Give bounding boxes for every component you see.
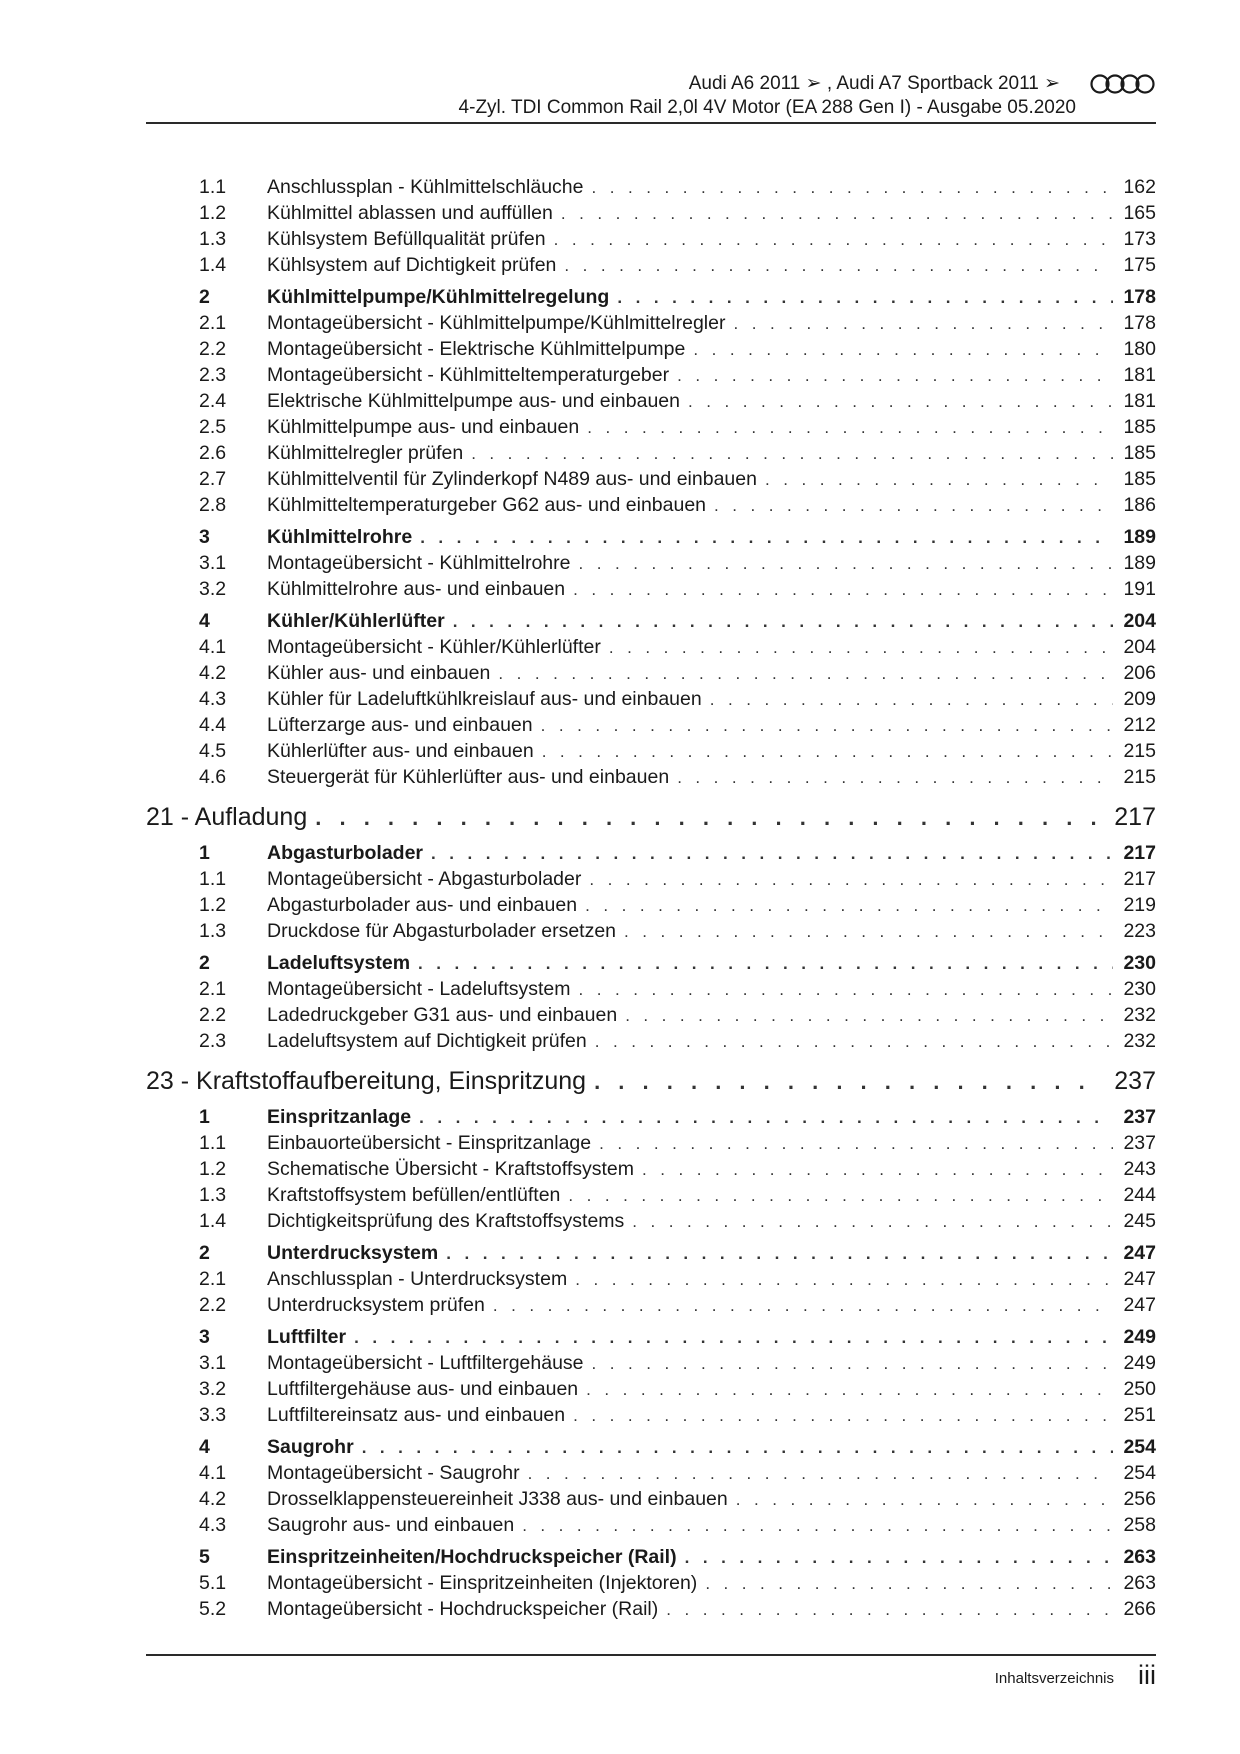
toc-item[interactable]	[146, 1208, 1156, 1234]
toc-dot-leader	[592, 1351, 1114, 1377]
toc-entry-title: Montageübersicht - Kühlmitteltemperaturgeber	[267, 364, 670, 386]
toc-entry-number: 4.2	[199, 662, 227, 684]
toc-entry-number: 2.3	[199, 364, 227, 386]
toc-entry-number: 1.3	[199, 920, 227, 942]
toc-entry-title: Montageübersicht - Kühlmittelpumpe/Kühlmittelregler	[267, 312, 726, 334]
toc-entry-title: Montageübersicht - Elektrische Kühlmittelpumpe	[267, 338, 686, 360]
toc-dot-leader	[632, 1209, 1113, 1235]
toc-entry-title: Montageübersicht - Luftfiltergehäuse	[267, 1352, 584, 1374]
toc-dot-leader	[587, 415, 1113, 441]
toc-item[interactable]	[146, 466, 1156, 492]
toc-dot-leader	[418, 951, 1113, 977]
toc-entry-title: Montageübersicht - Saugrohr	[267, 1462, 520, 1484]
toc-dot-leader	[666, 1597, 1113, 1623]
toc-dot-leader	[554, 227, 1114, 253]
toc-entry-page: 181	[1123, 390, 1156, 412]
toc-dot-leader	[498, 661, 1113, 687]
toc-entry-page: 251	[1123, 1404, 1156, 1426]
toc-entry-page: 215	[1123, 766, 1156, 788]
toc-entry-page: 250	[1123, 1378, 1156, 1400]
toc-entry-number: 2.1	[199, 1268, 227, 1290]
toc-entry-title: Montageübersicht - Hochdruckspeicher (Rail)	[267, 1598, 659, 1620]
toc-entry-page: 173	[1123, 228, 1156, 250]
toc-entry-number: 1	[199, 842, 210, 864]
toc-item[interactable]	[146, 1002, 1156, 1028]
toc-entry-page: 165	[1123, 202, 1156, 224]
toc-entry-number: 2.7	[199, 468, 227, 490]
toc-entry-title: Kühlmittelrohre aus- und einbauen	[267, 578, 566, 600]
toc-item[interactable]	[146, 362, 1156, 388]
toc-entry-page: 243	[1123, 1158, 1156, 1180]
toc-dot-leader	[362, 1435, 1114, 1461]
toc-item[interactable]	[146, 226, 1156, 252]
toc-entry-number: 4.3	[199, 1514, 227, 1536]
toc-item[interactable]	[146, 440, 1156, 466]
toc-entry-number: 1.1	[199, 868, 227, 890]
toc-entry-page: 254	[1123, 1462, 1156, 1484]
toc-entry-number: 5.2	[199, 1598, 227, 1620]
toc-entry-title: Abgasturbolader	[267, 842, 424, 864]
toc-dot-leader	[710, 687, 1114, 713]
toc-entry-number: 5	[199, 1546, 210, 1568]
toc-dot-leader	[453, 609, 1114, 635]
toc-entry-title: Einbauorteübersicht - Einspritzanlage	[267, 1132, 592, 1154]
toc-entry-title: Unterdrucksystem	[267, 1242, 439, 1264]
toc-entry-title: Luftfilter	[267, 1326, 347, 1348]
toc-entry-number: 1.2	[199, 202, 227, 224]
toc-dot-leader	[573, 1403, 1113, 1429]
toc-dot-leader	[585, 893, 1113, 919]
toc-item[interactable]	[146, 892, 1156, 918]
toc-entry-page: 185	[1123, 468, 1156, 490]
toc-entry-number: 1.2	[199, 894, 227, 916]
toc-dot-leader	[642, 1157, 1113, 1183]
toc-entry-number: 4	[199, 1436, 210, 1458]
toc-entry-number: 2.5	[199, 416, 227, 438]
toc-chapter[interactable]	[146, 1064, 1156, 1098]
footer-page-number: iii	[1138, 1660, 1156, 1690]
toc-entry-page: 223	[1123, 920, 1156, 942]
toc-entry-title: Kühler/Kühlerlüfter	[267, 610, 445, 632]
toc-entry-page: 217	[1123, 868, 1156, 890]
toc-dot-leader	[522, 1513, 1113, 1539]
toc-entry-page: 185	[1123, 416, 1156, 438]
toc-section[interactable]	[146, 1434, 1156, 1460]
header-vehicle-models: Audi A6 2011 ➢ , Audi A7 Sportback 2011 ➢	[688, 73, 1060, 94]
toc-item[interactable]	[146, 1376, 1156, 1402]
toc-entry-title: Kühlmittelpumpe aus- und einbauen	[267, 416, 580, 438]
toc-dot-leader	[315, 801, 1104, 835]
toc-dot-leader	[579, 977, 1114, 1003]
toc-entry-number: 1.3	[199, 228, 227, 250]
toc-section[interactable]	[146, 950, 1156, 976]
toc-section[interactable]	[146, 1324, 1156, 1350]
toc-entry-page: 215	[1123, 740, 1156, 762]
toc-entry-title: Kraftstoffsystem befüllen/entlüften	[267, 1184, 561, 1206]
toc-dot-leader	[589, 867, 1113, 893]
toc-entry-page: 219	[1123, 894, 1156, 916]
toc-entry-number: 2.2	[199, 1004, 227, 1026]
toc-entry-title: Montageübersicht - Einspritzeinheiten (Injektoren)	[267, 1572, 698, 1594]
toc-dot-leader	[419, 1105, 1113, 1131]
toc-dot-leader	[471, 441, 1113, 467]
toc-entry-title: Druckdose für Abgasturbolader ersetzen	[267, 920, 617, 942]
toc-entry-page: 247	[1123, 1268, 1156, 1290]
toc-entry-title: Ladeluftsystem auf Dichtigkeit prüfen	[267, 1030, 587, 1052]
toc-item[interactable]	[146, 1460, 1156, 1486]
toc-section[interactable]	[146, 1544, 1156, 1570]
toc-entry-page: 186	[1123, 494, 1156, 516]
toc-item[interactable]	[146, 1266, 1156, 1292]
toc-entry-page: 232	[1123, 1030, 1156, 1052]
toc-entry-number: 4.1	[199, 1462, 227, 1484]
toc-section[interactable]	[146, 840, 1156, 866]
toc-entry-page: 191	[1123, 578, 1156, 600]
toc-entry-page: 206	[1123, 662, 1156, 684]
toc-entry-title: Drosselklappensteuereinheit J338 aus- und einbauen	[267, 1488, 728, 1510]
toc-entry-number: 3.3	[199, 1404, 227, 1426]
toc-entry-page: 204	[1123, 636, 1156, 658]
toc-item[interactable]	[146, 738, 1156, 764]
toc-entry-number: 1.4	[199, 254, 227, 276]
toc-dot-leader	[677, 363, 1113, 389]
toc-entry-title: Saugrohr	[267, 1436, 354, 1458]
toc-entry-number: 3.1	[199, 1352, 227, 1374]
toc-dot-leader	[575, 1267, 1113, 1293]
toc-entry-title: Kühlerlüfter aus- und einbauen	[267, 740, 534, 762]
toc-item[interactable]	[146, 686, 1156, 712]
toc-entry-page: 247	[1123, 1242, 1156, 1264]
toc-dot-leader	[431, 841, 1113, 867]
toc-dot-leader	[493, 1293, 1114, 1319]
toc-entry-title: Unterdrucksystem prüfen	[267, 1294, 485, 1316]
toc-item[interactable]	[146, 388, 1156, 414]
toc-item[interactable]	[146, 918, 1156, 944]
footer-section-label: Inhaltsverzeichnis	[994, 1670, 1114, 1687]
toc-entry-number: 1.3	[199, 1184, 227, 1206]
toc-entry-page: 230	[1123, 978, 1156, 1000]
toc-dot-leader	[624, 919, 1113, 945]
toc-dot-leader	[609, 635, 1114, 661]
toc-item[interactable]	[146, 174, 1156, 200]
toc-entry-title: Kühler aus- und einbauen	[267, 662, 491, 684]
toc-entry-number: 2	[199, 1242, 210, 1264]
toc-entry-page: 162	[1123, 176, 1156, 198]
audi-rings-logo-icon	[1090, 72, 1156, 96]
toc-item[interactable]	[146, 310, 1156, 336]
toc-entry-title: Kühlmittelpumpe/Kühlmittelregelung	[267, 286, 610, 308]
toc-dot-leader	[693, 337, 1113, 363]
page-footer	[146, 1654, 1156, 1696]
toc-entry-page: 249	[1123, 1326, 1156, 1348]
toc-entry-page: 175	[1123, 254, 1156, 276]
toc-dot-leader	[446, 1241, 1113, 1267]
toc-entry-number: 4.3	[199, 688, 227, 710]
toc-entry-title: 21 - Aufladung	[146, 803, 308, 831]
toc-entry-title: Dichtigkeitsprüfung des Kraftstoffsystems	[267, 1210, 625, 1232]
toc-entry-title: Montageübersicht - Kühlmittelrohre	[267, 552, 571, 574]
toc-entry-page: 178	[1123, 286, 1156, 308]
table-of-contents	[146, 174, 1156, 1622]
toc-dot-leader	[573, 577, 1113, 603]
toc-entry-title: Kühlsystem auf Dichtigkeit prüfen	[267, 254, 557, 276]
toc-entry-number: 3.1	[199, 552, 227, 574]
toc-item[interactable]	[146, 866, 1156, 892]
toc-item[interactable]	[146, 550, 1156, 576]
toc-dot-leader	[541, 713, 1114, 739]
toc-entry-title: Anschlussplan - Kühlmittelschläuche	[267, 176, 584, 198]
toc-entry-page: 237	[1123, 1106, 1156, 1128]
toc-entry-page: 249	[1123, 1352, 1156, 1374]
toc-entry-title: Abgasturbolader aus- und einbauen	[267, 894, 578, 916]
toc-entry-number: 2.4	[199, 390, 227, 412]
toc-section[interactable]	[146, 1104, 1156, 1130]
toc-entry-title: Kühlmitteltemperaturgeber G62 aus- und einbauen	[267, 494, 707, 516]
toc-entry-title: Montageübersicht - Ladeluftsystem	[267, 978, 571, 1000]
toc-entry-page: 263	[1123, 1546, 1156, 1568]
toc-dot-leader	[528, 1461, 1114, 1487]
toc-entry-page: 181	[1123, 364, 1156, 386]
toc-chapter[interactable]	[146, 800, 1156, 834]
toc-entry-title: Kühlmittelregler prüfen	[267, 442, 464, 464]
toc-entry-number: 3.2	[199, 1378, 227, 1400]
toc-entry-number: 3	[199, 526, 210, 548]
toc-entry-page: 247	[1123, 1294, 1156, 1316]
toc-entry-number: 3	[199, 1326, 210, 1348]
toc-entry-page: 237	[1123, 1132, 1156, 1154]
toc-entry-title: Luftfiltereinsatz aus- und einbauen	[267, 1404, 566, 1426]
toc-item[interactable]	[146, 1596, 1156, 1622]
toc-dot-leader	[685, 1545, 1114, 1571]
toc-item[interactable]	[146, 1512, 1156, 1538]
toc-entry-title: Kühler für Ladeluftkühlkreislauf aus- und einbauen	[267, 688, 702, 710]
toc-entry-number: 2.3	[199, 1030, 227, 1052]
toc-dot-leader	[568, 1183, 1113, 1209]
toc-item[interactable]	[146, 1292, 1156, 1318]
toc-item[interactable]	[146, 1130, 1156, 1156]
toc-entry-title: Kühlsystem Befüllqualität prüfen	[267, 228, 546, 250]
toc-entry-page: 244	[1123, 1184, 1156, 1206]
toc-item[interactable]	[146, 764, 1156, 790]
toc-entry-page: 217	[1123, 842, 1156, 864]
toc-entry-title: Ladedruckgeber G31 aus- und einbauen	[267, 1004, 618, 1026]
toc-dot-leader	[578, 551, 1113, 577]
toc-entry-number: 2.8	[199, 494, 227, 516]
toc-item[interactable]	[146, 634, 1156, 660]
toc-section[interactable]	[146, 524, 1156, 550]
toc-entry-title: Schematische Übersicht - Kraftstoffsystem	[267, 1158, 635, 1180]
toc-entry-number: 4.2	[199, 1488, 227, 1510]
toc-item[interactable]	[146, 712, 1156, 738]
toc-item[interactable]	[146, 200, 1156, 226]
toc-item[interactable]	[146, 1182, 1156, 1208]
toc-entry-page: 256	[1123, 1488, 1156, 1510]
toc-entry-page: 178	[1123, 312, 1156, 334]
toc-dot-leader	[714, 493, 1113, 519]
toc-section[interactable]	[146, 284, 1156, 310]
toc-entry-number: 5.1	[199, 1572, 227, 1594]
toc-entry-page: 254	[1123, 1436, 1156, 1458]
toc-section[interactable]	[146, 608, 1156, 634]
toc-entry-title: Saugrohr aus- und einbauen	[267, 1514, 515, 1536]
toc-dot-leader	[561, 201, 1114, 227]
toc-entry-page: 245	[1123, 1210, 1156, 1232]
toc-entry-page: 237	[1114, 1067, 1156, 1095]
toc-dot-leader	[765, 467, 1114, 493]
toc-dot-leader	[592, 175, 1114, 201]
toc-dot-leader	[354, 1325, 1113, 1351]
toc-entry-title: Kühlmittel ablassen und auffüllen	[267, 202, 553, 224]
toc-entry-page: 232	[1123, 1004, 1156, 1026]
toc-dot-leader	[564, 253, 1113, 279]
toc-entry-page: 180	[1123, 338, 1156, 360]
toc-entry-page: 209	[1123, 688, 1156, 710]
toc-dot-leader	[599, 1131, 1113, 1157]
toc-entry-number: 1	[199, 1106, 210, 1128]
toc-section[interactable]	[146, 1240, 1156, 1266]
toc-entry-title: Montageübersicht - Abgasturbolader	[267, 868, 582, 890]
toc-entry-title: Kühlmittelrohre	[267, 526, 413, 548]
toc-entry-page: 204	[1123, 610, 1156, 632]
toc-dot-leader	[688, 389, 1113, 415]
toc-dot-leader	[733, 311, 1113, 337]
toc-entry-page: 266	[1123, 1598, 1156, 1620]
toc-item[interactable]	[146, 1350, 1156, 1376]
toc-entry-page: 258	[1123, 1514, 1156, 1536]
header-engine-edition: 4-Zyl. TDI Common Rail 2,0l 4V Motor (EA 288 Gen I) - Ausgabe 05.2020	[458, 97, 1076, 118]
page-header	[146, 72, 1156, 124]
toc-entry-number: 1.1	[199, 1132, 227, 1154]
toc-entry-title: 23 - Kraftstoffaufbereitung, Einspritzung	[146, 1067, 587, 1095]
toc-entry-title: Elektrische Kühlmittelpumpe aus- und einbauen	[267, 390, 680, 412]
toc-entry-number: 4.4	[199, 714, 227, 736]
toc-entry-number: 2.1	[199, 312, 227, 334]
toc-entry-number: 4.5	[199, 740, 227, 762]
toc-entry-title: Einspritzanlage	[267, 1106, 412, 1128]
toc-entry-page: 185	[1123, 442, 1156, 464]
toc-item[interactable]	[146, 252, 1156, 278]
toc-item[interactable]	[146, 1156, 1156, 1182]
toc-entry-title: Luftfiltergehäuse aus- und einbauen	[267, 1378, 579, 1400]
toc-entry-page: 217	[1114, 803, 1156, 831]
toc-item[interactable]	[146, 976, 1156, 1002]
toc-entry-number: 1.4	[199, 1210, 227, 1232]
toc-dot-leader	[625, 1003, 1113, 1029]
toc-entry-title: Steuergerät für Kühlerlüfter aus- und einbauen	[267, 766, 670, 788]
toc-entry-number: 2.2	[199, 1294, 227, 1316]
toc-entry-number: 2	[199, 286, 210, 308]
toc-entry-page: 189	[1123, 552, 1156, 574]
toc-entry-number: 3.2	[199, 578, 227, 600]
toc-entry-number: 1.1	[199, 176, 227, 198]
toc-entry-number: 2.1	[199, 978, 227, 1000]
toc-entry-number: 1.2	[199, 1158, 227, 1180]
toc-entry-page: 212	[1123, 714, 1156, 736]
toc-item[interactable]	[146, 660, 1156, 686]
toc-entry-title: Einspritzeinheiten/Hochdruckspeicher (Rail)	[267, 1546, 677, 1568]
toc-item[interactable]	[146, 1028, 1156, 1054]
toc-entry-number: 2	[199, 952, 210, 974]
toc-entry-title: Ladeluftsystem	[267, 952, 411, 974]
toc-entry-page: 263	[1123, 1572, 1156, 1594]
toc-item[interactable]	[146, 1570, 1156, 1596]
toc-entry-title: Lüfterzarge aus- und einbauen	[267, 714, 533, 736]
toc-dot-leader	[677, 765, 1113, 791]
toc-item[interactable]	[146, 414, 1156, 440]
toc-dot-leader	[420, 525, 1113, 551]
toc-dot-leader	[617, 285, 1113, 311]
toc-entry-title: Montageübersicht - Kühler/Kühlerlüfter	[267, 636, 601, 658]
toc-item[interactable]	[146, 336, 1156, 362]
toc-entry-number: 2.6	[199, 442, 227, 464]
toc-dot-leader	[705, 1571, 1113, 1597]
toc-dot-leader	[542, 739, 1114, 765]
toc-entry-page: 230	[1123, 952, 1156, 974]
toc-entry-number: 4	[199, 610, 210, 632]
toc-item[interactable]	[146, 1402, 1156, 1428]
toc-dot-leader	[595, 1029, 1114, 1055]
toc-entry-number: 4.1	[199, 636, 227, 658]
toc-entry-title: Kühlmittelventil für Zylinderkopf N489 aus- und einbauen	[267, 468, 757, 490]
toc-item[interactable]	[146, 576, 1156, 602]
toc-entry-title: Anschlussplan - Unterdrucksystem	[267, 1268, 568, 1290]
toc-dot-leader	[586, 1377, 1113, 1403]
toc-entry-page: 189	[1123, 526, 1156, 548]
toc-entry-number: 4.6	[199, 766, 227, 788]
toc-dot-leader	[736, 1487, 1114, 1513]
toc-entry-number: 2.2	[199, 338, 227, 360]
toc-item[interactable]	[146, 492, 1156, 518]
toc-item[interactable]	[146, 1486, 1156, 1512]
toc-dot-leader	[594, 1065, 1104, 1099]
